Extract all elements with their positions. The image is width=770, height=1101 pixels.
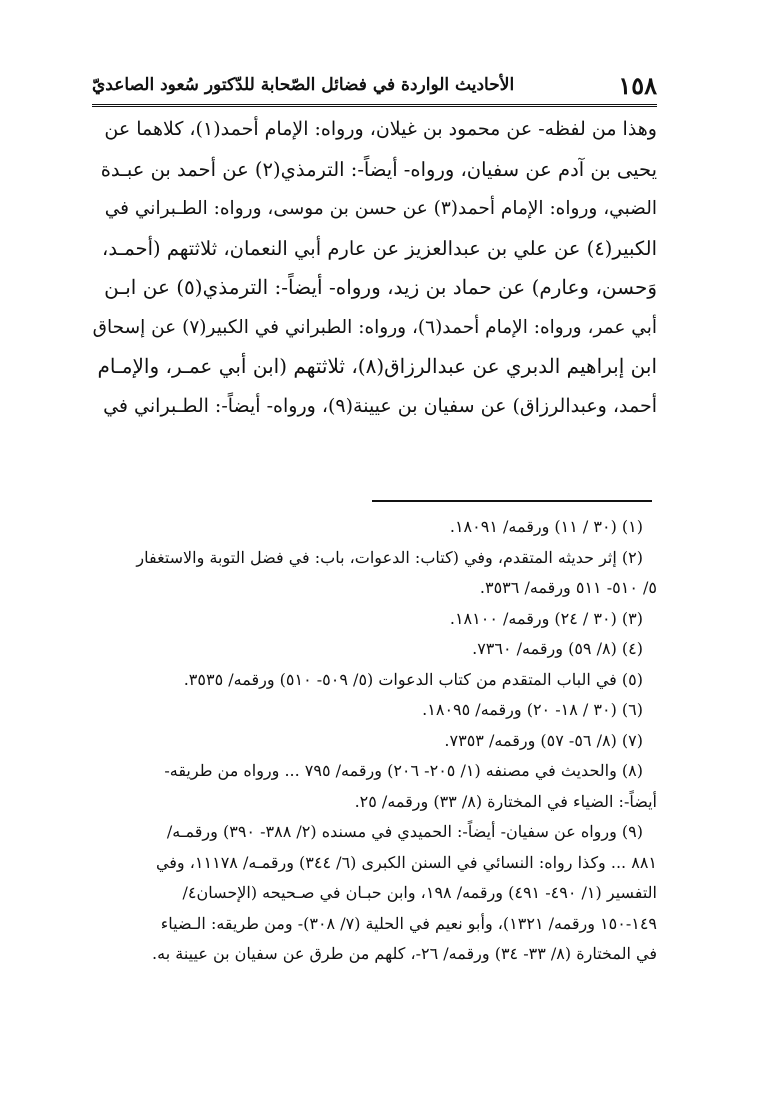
footnote-line: أيضاً-: الضياء في المختارة (٨/ ٣٣) ورقمه/ ٢٥. bbox=[354, 791, 657, 811]
page-number: ١٥٨ bbox=[618, 70, 657, 100]
footnote bbox=[80, 512, 657, 543]
body-line: الضبي، ورواه: الإمام أحمد(٣) عن حسن بن موسى، ورواه: الطـبراني في bbox=[104, 198, 657, 219]
footnote bbox=[80, 604, 657, 635]
footnote-line: (٣) (٣٠ / ٢٤) ورقمه/ ١٨١٠٠. bbox=[449, 608, 643, 628]
footnote-line: (١) (٣٠ / ١١) ورقمه/ ١٨٠٩١. bbox=[449, 517, 643, 536]
footnote-line: ٥/ ٥١٠- ٥١١ ورقمه/ ٣٥٣٦. bbox=[479, 578, 657, 597]
footnote-line: (٢) إثر حديثه المتقدم، وفي (كتاب: الدعوات، باب: في فضل التوبة والاستغفار bbox=[136, 547, 643, 567]
footnote-line: ١٤٩-١٥٠ ورقمه/ ١٣٢١)، وأبو نعيم في الحلية (٧/ ٣٠٨)- ومن طريقه: الـضياء bbox=[160, 913, 657, 933]
footnote bbox=[80, 634, 657, 665]
footnote-line: (٩) ورواه عن سفيان- أيضاً-: الحميدي في مسنده (٢/ ٣٨٨- ٣٩٠) ورقمـه/ bbox=[166, 822, 643, 841]
footnote-line: (٤) (٨/ ٥٩) ورقمه/ ٧٣٦٠. bbox=[472, 639, 643, 658]
footnote-separator bbox=[372, 500, 652, 502]
footnote-line: التفسير (١/ ٤٩٠- ٤٩١) ورقمه/ ١٩٨، وابن حبـان في صـحيحه (الإحسان٤/ bbox=[182, 883, 657, 902]
footnote-line: (٦) (٣٠ / ١٨- ٢٠) ورقمه/ ١٨٠٩٥. bbox=[422, 700, 643, 719]
footnote-line: (٨) والحديث في مصنفه (١/ ٢٠٥- ٢٠٦) ورقمه/ ٧٩٥ ... ورواه من طريقه- bbox=[164, 761, 643, 780]
footnote bbox=[80, 543, 657, 604]
footnote-line: ٨٨١ ... وكذا رواه: النسائي في السنن الكبرى (٦/ ٣٤٤) ورقمـه/ ١١١٧٨، وفي bbox=[155, 852, 657, 872]
body-line: وهذا من لفظه- عن محمود بن غيلان، ورواه: الإمام أحمد(١)، كلاهما عن bbox=[104, 118, 657, 140]
body-line: أحمد، وعبدالرزاق) عن سفيان بن عيينة(٩)، ورواه- أيضاً-: الطـبراني في bbox=[103, 394, 657, 417]
footnote bbox=[80, 756, 657, 817]
footnote bbox=[80, 817, 657, 970]
footnote-line: (٥) في الباب المتقدم من كتاب الدعوات (٥/ ٥٠٩- ٥١٠) ورقمه/ ٣٥٣٥. bbox=[183, 669, 643, 689]
footnote-line: في المختارة (٨/ ٣٣- ٣٤) ورقمه/ ٢٦-، كلهم من طرق عن سفيان بن عيينة به. bbox=[152, 944, 657, 963]
main-text bbox=[92, 110, 657, 426]
body-line: ابن إبراهيم الدبري عن عبدالرزاق(٨)، ثلاثتهم (ابن أبي عمـر، والإمـام bbox=[97, 354, 657, 378]
body-line: يحيى بن آدم عن سفيان، ورواه- أيضاً-: الترمذي(٢) عن أحمد بن عبـدة bbox=[100, 157, 657, 181]
footnote bbox=[80, 665, 657, 696]
body-line: الكبير(٤) عن علي بن عبدالعزيز عن عارم أبي النعمان، ثلاثتهم (أحمـد، bbox=[102, 236, 657, 260]
body-line: أبي عمر، ورواه: الإمام أحمد(٦)، ورواه: الطبراني في الكبير(٧) عن إسحاق bbox=[92, 316, 657, 338]
footnote bbox=[80, 695, 657, 726]
header-rule bbox=[92, 104, 657, 107]
footnote-line: (٧) (٨/ ٥٦- ٥٧) ورقمه/ ٧٣٥٣. bbox=[444, 730, 643, 750]
running-title: الأحاديث الواردة في فضائل الصّحابة للدّكتور سُعود الصاعديّ bbox=[92, 75, 515, 95]
footnote bbox=[80, 726, 657, 757]
footnotes-list bbox=[80, 512, 657, 970]
body-line: وَحسن، وعارم) عن حماد بن زيد، ورواه- أيضاً-: الترمذي(٥) عن ابـن bbox=[104, 275, 657, 299]
page-header bbox=[92, 68, 657, 102]
